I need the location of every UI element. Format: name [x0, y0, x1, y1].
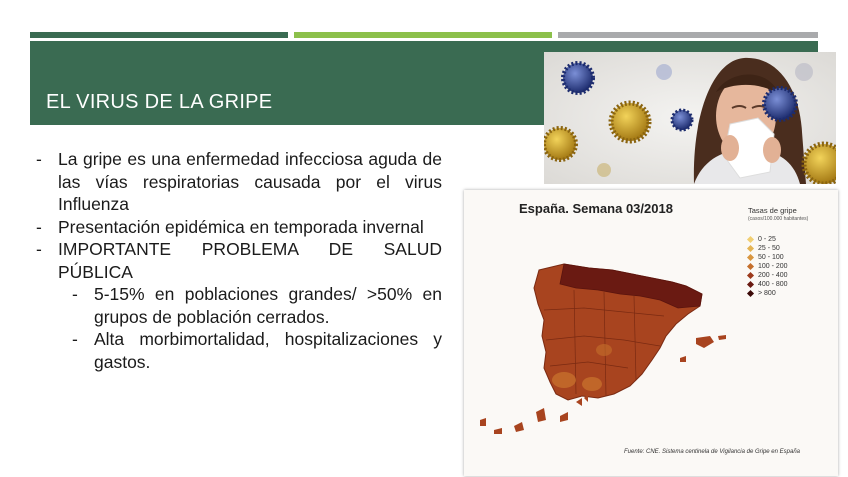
- legend-swatch: [747, 272, 754, 279]
- balearic-ibiza: [680, 356, 686, 362]
- bullet-item: [36, 148, 442, 216]
- balearic-menorca: [718, 335, 726, 340]
- sub-bullet-item: [72, 328, 442, 373]
- flu-photo: [544, 52, 836, 184]
- sub-bullet-text-1: 5-15% en poblaciones grandes/ >50% en grupos de población cerrados.: [94, 284, 442, 327]
- legend-label: 100 - 200: [758, 263, 788, 270]
- top-bar-gray: [558, 32, 818, 38]
- legend-swatch: [747, 254, 754, 261]
- spain-map: [464, 190, 838, 476]
- bullet-dash: -: [36, 239, 42, 259]
- legend-title: Tasas de gripe: [748, 206, 797, 215]
- light-patch: [596, 344, 612, 356]
- top-bar-green-light: [294, 32, 552, 38]
- legend-subtitle: (casos/100.000 habitantes): [748, 216, 809, 222]
- flu-map-panel: [464, 190, 838, 476]
- light-patch: [582, 377, 602, 391]
- legend-swatch: [747, 245, 754, 252]
- bullet-text-2: Presentación epidémica en temporada invernal: [58, 216, 424, 237]
- legend-item: [748, 254, 784, 261]
- legend-item: [748, 263, 788, 270]
- light-patch: [552, 372, 576, 388]
- legend-item: [748, 290, 776, 297]
- legend-label: 50 - 100: [758, 254, 784, 261]
- bullet-list: [36, 148, 442, 373]
- sub-bullet-item: [72, 283, 442, 328]
- map-source: Fuente: CNE. Sistema centinela de Vigilancia de Gripe en España: [624, 449, 800, 455]
- bullet-item: [36, 238, 442, 283]
- legend-swatch: [747, 236, 754, 243]
- bullet-dash: -: [72, 284, 78, 304]
- legend-label: 0 - 25: [758, 236, 776, 243]
- legend-label: 200 - 400: [758, 272, 788, 279]
- slide-title: EL VIRUS DE LA GRIPE: [46, 91, 273, 113]
- legend-item: [748, 236, 776, 243]
- bullet-dash: -: [72, 329, 78, 349]
- legend-label: 25 - 50: [758, 245, 780, 252]
- top-bar-green-dark: [30, 32, 288, 38]
- legend-swatch: [747, 263, 754, 270]
- bullet-dash: -: [36, 216, 42, 237]
- canary-islands: [480, 394, 588, 434]
- bullet-dash: -: [36, 149, 42, 169]
- legend-label: > 800: [758, 290, 776, 297]
- bullet-item: [36, 216, 442, 239]
- balearic-mallorca: [696, 336, 714, 348]
- bullet-text-1: La gripe es una enfermedad infecciosa aguda de las vías respiratorias causada por el virus Influenza: [58, 149, 442, 214]
- legend-item: [748, 281, 788, 288]
- bullet-text-3: IMPORTANTE PROBLEMA DE SALUD PÚBLICA: [58, 239, 442, 282]
- sub-bullet-text-2: Alta morbimortalidad, hospitalizaciones y gastos.: [94, 329, 442, 372]
- legend-label: 400 - 800: [758, 281, 788, 288]
- legend-swatch: [747, 290, 754, 297]
- flu-photo-illustration: [544, 52, 836, 184]
- legend-swatch: [747, 281, 754, 288]
- legend-item: [748, 245, 780, 252]
- legend-item: [748, 272, 788, 279]
- map-title: España. Semana 03/2018: [519, 201, 673, 216]
